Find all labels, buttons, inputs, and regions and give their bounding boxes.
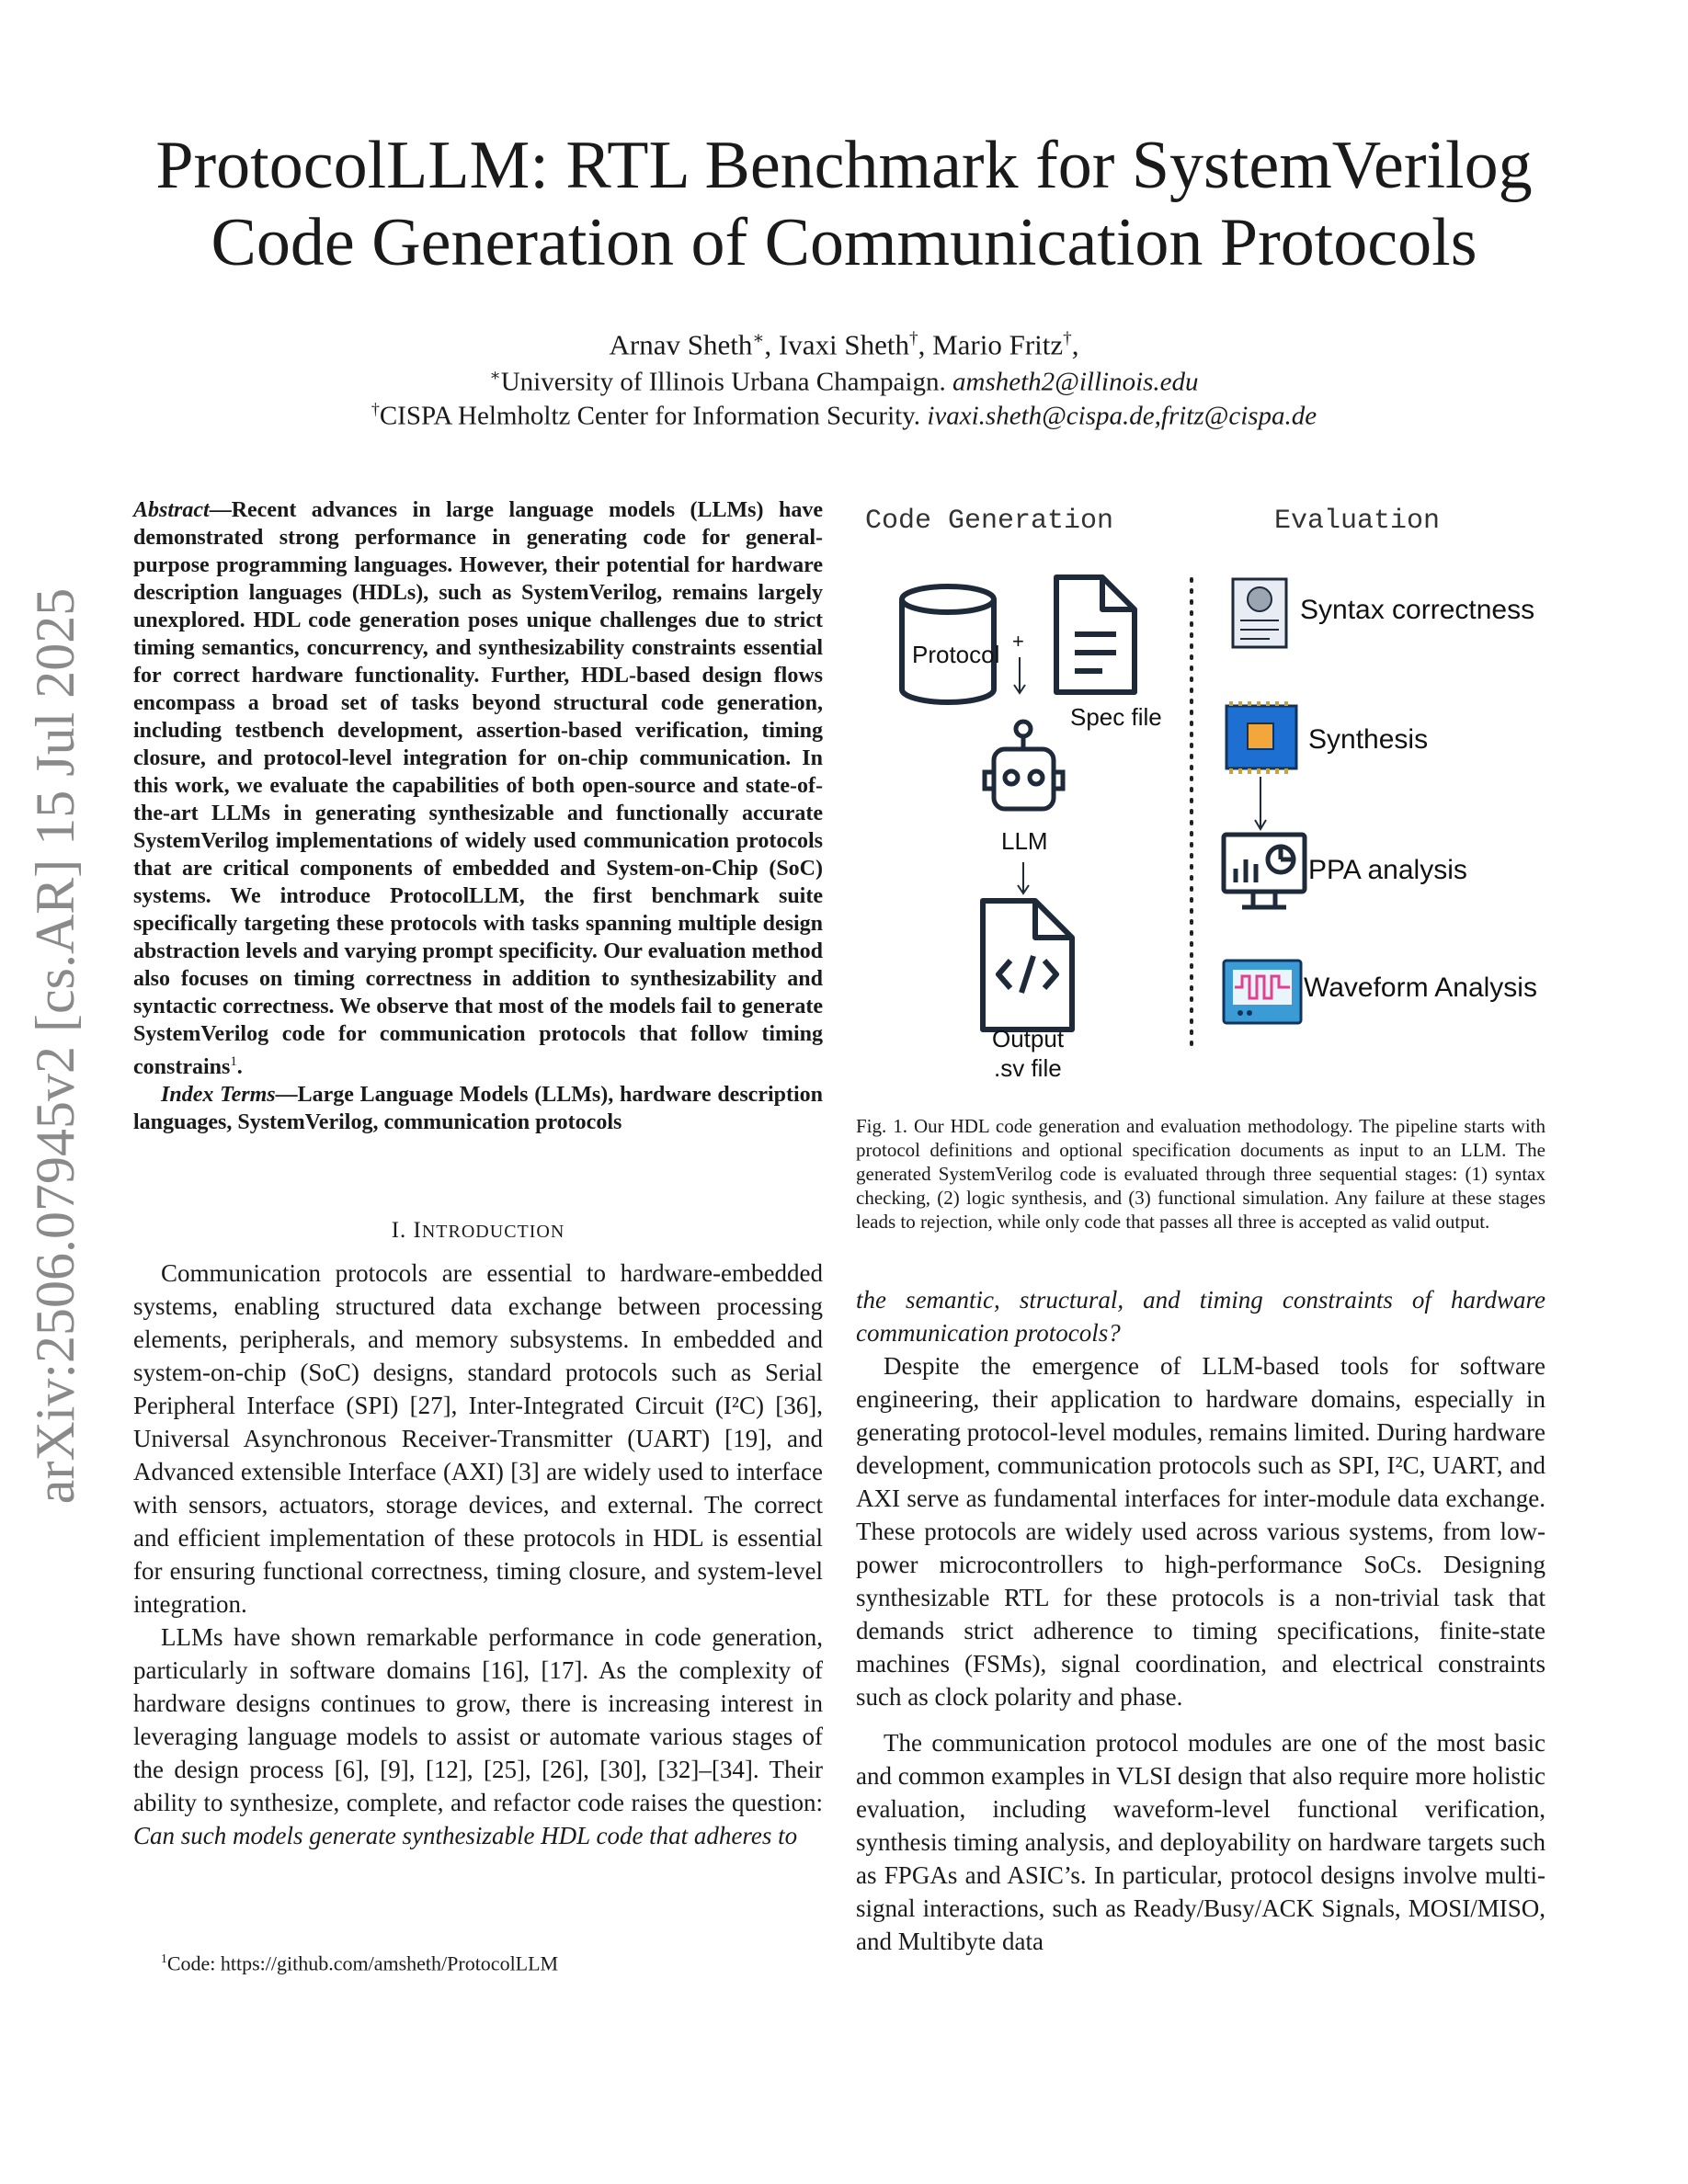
question-continuation: the semantic, structural, and timing constraints of hardware communication protocols? — [856, 1286, 1545, 1347]
footnote-link[interactable]: Code: https://github.com/amsheth/ProtocolLLM — [166, 1951, 559, 1975]
figure-heading-code-generation: Code Generation — [865, 506, 1114, 537]
section-heading-introduction: I. INTRODUCTION — [391, 1218, 565, 1243]
title-line-1: ProtocolLLM: RTL Benchmark for SystemVerilog — [155, 128, 1533, 203]
protocol-label: Protocol — [912, 641, 1000, 668]
introduction-text — [133, 1257, 823, 1852]
author-2: Ivaxi Sheth — [778, 328, 909, 361]
email-1: amsheth2@illinois.edu — [952, 367, 1199, 397]
spec-file-label: Spec file — [1070, 703, 1162, 731]
robot-icon — [985, 722, 1063, 809]
chip-icon — [1226, 701, 1296, 774]
intro-paragraph-1: Communication protocols are essential to hardware-embedded systems, enabling structured data exchange between processing elements, peripherals, and memory subsystems. In embedded and system-on-chip (SoC) designs, standard protocols such as Serial Peripheral Interface (SPI) [27], Inter-Integrated Circuit (I²C) [36], Universal Asynchronous Receiver-Transmitter (UART) [19], and Advanced extensible Interface (AXI) [3] are widely used to interface with sensors, actuators, storage devices, and external. The correct and efficient implementation of these protocols in HDL is essential for ensuring functional correctness, timing closure, and system-level integration. — [133, 1259, 823, 1618]
right-paragraph-1: Despite the emergence of LLM-based tools for software engineering, their application to hardware domains, especially in generating protocol-level modules, remains limited. During hardware development, communication protocols such as SPI, I²C, UART, and AXI serve as fundamental interfaces for inter-module data exchange. These protocols are widely used across various systems, from low-power microcontrollers to high-performance SoCs. Designing synthesizable RTL for these protocols is a non-trivial task that demands strict adherence to timing specifications, finite-state machines (FSMs), signal coordination, and electrical constraints such as clock polarity and phase. — [856, 1352, 1545, 1711]
figure-heading-evaluation: Evaluation — [1274, 506, 1441, 537]
monitor-chart-icon — [1224, 835, 1305, 907]
index-terms: Index Terms—Large Language Models (LLMs), hardware description languages, SystemVerilog, communication protocols — [133, 1083, 823, 1134]
eval-waveform-analysis: Waveform Analysis — [1304, 973, 1537, 1003]
output-label-2: .sv file — [994, 1054, 1062, 1082]
output-label-1: Output — [992, 1025, 1065, 1052]
waveform-icon — [1224, 961, 1301, 1023]
author-3: Mario Fritz — [932, 328, 1064, 361]
plus-sign: + — [1012, 630, 1024, 653]
author-1: Arnav Sheth — [609, 328, 753, 361]
code-file-icon — [983, 901, 1072, 1029]
author-list: Arnav Sheth∗, Ivaxi Sheth†, Mario Fritz†, — [609, 328, 1079, 361]
abstract-body: Abstract—Recent advances in large language models (LLMs) have demonstrated strong performance in generating code for general-purpose programming languages. However, their potential for hardware description languages (HDLs), such as SystemVerilog, remains largely unexplored. HDL code generation poses unique challenges due to strict timing semantics, concurrency, and synthesizability constraints essential for correct hardware functionality. Further, HDL-based design flows encompass a broad set of tasks beyond structural code generation, including testbench development, assertion-based verification, timing closure, and protocol-level integration for on-chip communication. In this work, we evaluate the capabilities of both open-source and state-of-the-art LLMs in generating synthesizable and functionally accurate SystemVerilog implementations of widely used communication protocols that are critical components of embedded and System-on-Chip (SoC) systems. We introduce ProtocolLLM, the first benchmark suite specifically targeting these protocols with tasks spanning multiple design abstraction levels and varying prompt specificity. Our evaluation method also focuses on timing correctness in addition to synthesizability and syntactic correctness. We observe that most of the models fail to generate SystemVerilog code for communication protocols that follow timing constrains$^1$. — [133, 498, 823, 1079]
eval-synthesis: Synthesis — [1308, 724, 1429, 755]
abstract-section — [133, 496, 823, 1136]
title-line-2: Code Generation of Communication Protocols — [211, 205, 1477, 280]
right-column-text — [856, 1283, 1545, 1958]
right-paragraph-2: The communication protocol modules are one of the most basic and common examples in VLSI design that also require more holistic evaluation, including waveform-level functional verification, synthesis timing analysis, and deployability on hardware targets such as FPGAs and ASIC’s. In particular, protocol designs involve multi-signal interactions, such as Ready/Busy/ACK Signals, MOSI/MISO, and Multibyte data — [856, 1729, 1545, 1955]
llm-label: LLM — [1001, 827, 1048, 855]
document-icon — [1056, 577, 1135, 692]
footnote: $^1$Code: https://github.com/amsheth/ProtocolLLM — [161, 1951, 559, 1975]
arxiv-sidebar-stamp: arXiv:2506.07945v2 [cs.AR] 15 Jul 2025 — [25, 587, 86, 1505]
affiliation-2: †CISPA Helmholtz Center for Information Security. ivaxi.sheth@cispa.de,fritz@cispa.de — [371, 400, 1317, 431]
figure-caption: Fig. 1. Our HDL code generation and evaluation methodology. The pipeline starts with protocol definitions and optional specification documents as input to an LLM. The generated SystemVerilog code is evaluated through three sequential stages: (1) syntax checking, (2) logic synthesis, and (3) functional simulation. Any failure at these stages leads to rejection, while only code that passes all three is accepted as valid output. — [856, 1115, 1545, 1233]
intro-paragraph-2: LLMs have shown remarkable performance in code generation, particularly in software domains [16], [17]. As the complexity of hardware designs continues to grow, there is increasing interest in leveraging language models to assist or automate various stages of the design process [6], [9], [12], [25], [26], [30], [32]–[34]. Their ability to synthesize, complete, and refactor code raises the question: Can such models generate synthesizable HDL code that adheres to — [133, 1623, 823, 1849]
eval-syntax-correctness: Syntax correctness — [1300, 595, 1535, 625]
email-2: ivaxi.sheth@cispa.de,fritz@cispa.de — [927, 401, 1317, 431]
paper-title — [0, 127, 1688, 281]
gear-checklist-icon — [1233, 579, 1286, 647]
eval-ppa-analysis: PPA analysis — [1308, 855, 1467, 885]
affiliation-1: ∗University of Illinois Urbana Champaign. amsheth2@illinois.edu — [489, 366, 1199, 397]
figure-1 — [856, 496, 1555, 1082]
